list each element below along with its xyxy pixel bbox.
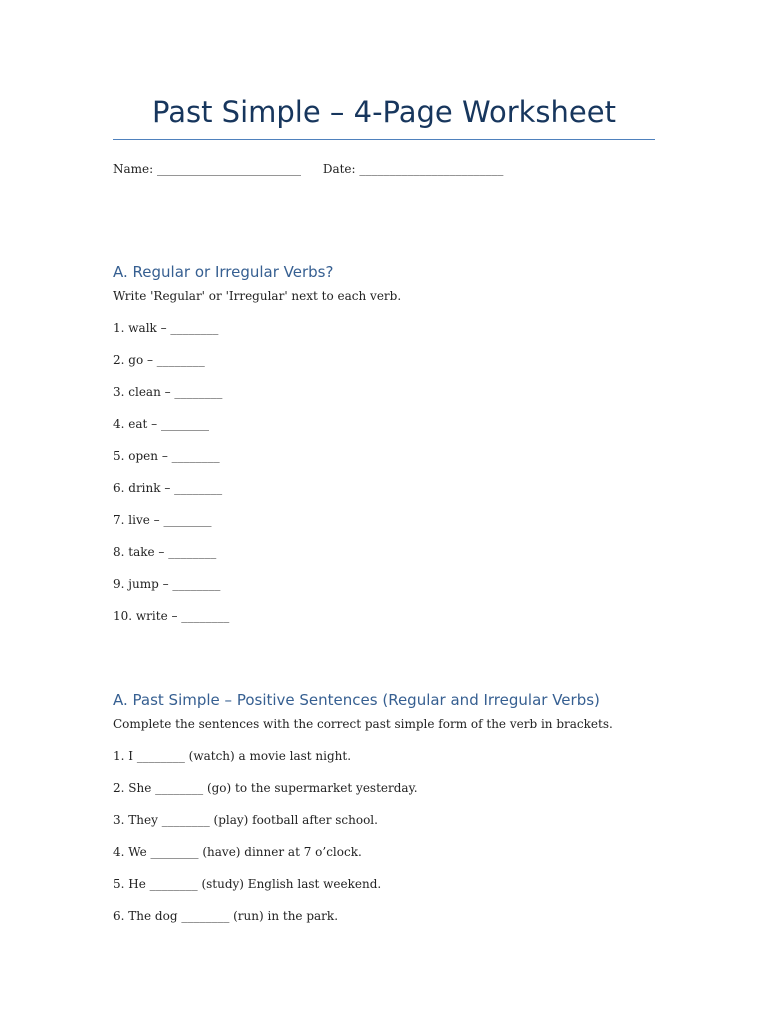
list-item: 5. open – ________ bbox=[113, 449, 220, 463]
list-item: 3. clean – ________ bbox=[113, 385, 223, 399]
list-item: 1. walk – ________ bbox=[113, 321, 219, 335]
section-a-heading: A. Regular or Irregular Verbs? bbox=[113, 263, 334, 281]
list-item: 6. The dog ________ (run) in the park. bbox=[113, 909, 339, 923]
name-field: Name: ________________________ bbox=[113, 162, 301, 176]
list-item: 4. eat – ________ bbox=[113, 417, 209, 431]
student-info-line bbox=[113, 160, 503, 178]
list-item: 6. drink – ________ bbox=[113, 481, 223, 495]
list-item: 4. We ________ (have) dinner at 7 o’clock. bbox=[113, 845, 362, 859]
list-item: 10. write – ________ bbox=[113, 609, 230, 623]
title-divider bbox=[113, 139, 655, 140]
list-item: 7. live – ________ bbox=[113, 513, 212, 527]
section-a-instruction: Write 'Regular' or 'Irregular' next to each verb. bbox=[113, 289, 402, 303]
list-item: 2. She ________ (go) to the supermarket yesterday. bbox=[113, 781, 418, 795]
list-item: 5. He ________ (study) English last weekend. bbox=[113, 877, 382, 891]
list-item: 3. They ________ (play) football after school. bbox=[113, 813, 378, 827]
section-b-heading: A. Past Simple – Positive Sentences (Regular and Irregular Verbs) bbox=[113, 691, 600, 709]
list-item: 9. jump – ________ bbox=[113, 577, 221, 591]
list-item: 8. take – ________ bbox=[113, 545, 217, 559]
section-a-list bbox=[113, 320, 229, 640]
page-title: Past Simple – 4-Page Worksheet bbox=[152, 95, 616, 129]
list-item: 2. go – ________ bbox=[113, 353, 205, 367]
section-b-instruction: Complete the sentences with the correct past simple form of the verb in brackets. bbox=[113, 717, 613, 731]
list-item: 1. I ________ (watch) a movie last night. bbox=[113, 749, 352, 763]
date-field: Date: ________________________ bbox=[322, 162, 504, 176]
section-b-list bbox=[113, 748, 418, 940]
